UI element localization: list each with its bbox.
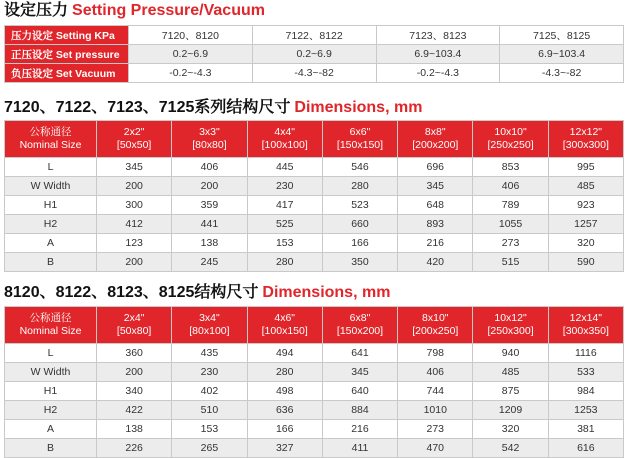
column-header: 10x12" [250x300] [473,307,548,344]
heading-cn: 7120、7122、7123、7125系列结构尺寸 [4,99,291,116]
heading-en: Dimensions, mm [294,99,423,116]
table-cell: 340 [97,382,172,401]
table-cell: 265 [172,439,247,458]
row-label: A [5,234,97,253]
table-cell: 6.9~103.4 [500,45,624,64]
table-cell: 412 [97,215,172,234]
table-cell: 411 [322,439,397,458]
row-label: W Width [5,177,97,196]
heading-en: Dimensions, mm [262,284,391,301]
table-cell: 417 [247,196,322,215]
table-cell: 510 [172,401,247,420]
table-cell: 327 [247,439,322,458]
table-cell: 138 [172,234,247,253]
table-cell: 226 [97,439,172,458]
column-header: 10x10" [250x250] [473,121,548,158]
table-cell: 485 [473,363,548,382]
table-row [5,439,624,458]
table-cell: 660 [322,215,397,234]
table-cell: 273 [473,234,548,253]
row-label: 压力设定 Setting KPa [5,26,129,45]
table-cell: 445 [247,158,322,177]
table-cell: 515 [473,253,548,272]
table-cell: 1055 [473,215,548,234]
table-cell: 320 [548,234,623,253]
table-cell: 230 [172,363,247,382]
table-cell: 984 [548,382,623,401]
row-label: B [5,439,97,458]
table-cell: 498 [247,382,322,401]
column-header: 6x6" [150x150] [322,121,397,158]
column-header: 12x12" [300x300] [548,121,623,158]
table-cell: 153 [172,420,247,439]
table-cell: 7120、8120 [129,26,253,45]
table-cell: 640 [322,382,397,401]
column-header: 2x4" [50x80] [97,307,172,344]
nominal-size-header: 公称通径 Nominal Size [5,307,97,344]
table-row [5,26,624,45]
table-cell: 485 [548,177,623,196]
table-cell: 1209 [473,401,548,420]
table-cell: 420 [398,253,473,272]
table-cell: 875 [473,382,548,401]
row-label: 正压设定 Set pressure [5,45,129,64]
table-cell: 435 [172,344,247,363]
table-cell: 0.2~6.9 [129,45,253,64]
table-cell: 402 [172,382,247,401]
row-label: A [5,420,97,439]
table-cell: 200 [97,177,172,196]
table-cell: 1010 [398,401,473,420]
table-row [5,382,624,401]
table-row [5,215,624,234]
table-row [5,401,624,420]
table-row [5,196,624,215]
row-label: H2 [5,215,97,234]
column-header: 8x10" [200x250] [398,307,473,344]
dimensions-table-7100 [4,120,624,272]
heading-en: Setting Pressure/Vacuum [72,2,265,19]
column-header: 6x8" [150x200] [322,307,397,344]
column-header: 8x8" [200x200] [398,121,473,158]
table-cell: 494 [247,344,322,363]
table-cell: 7125、8125 [500,26,624,45]
row-label: H1 [5,196,97,215]
table-cell: 893 [398,215,473,234]
table-cell: 153 [247,234,322,253]
table-cell: 280 [247,363,322,382]
table-cell: 616 [548,439,623,458]
table-cell: 200 [97,253,172,272]
table-cell: 381 [548,420,623,439]
nominal-size-header: 公称通径 Nominal Size [5,121,97,158]
table-cell: 1257 [548,215,623,234]
table-cell: 406 [473,177,548,196]
column-header: 3x3" [80x80] [172,121,247,158]
dimensions-table-8100 [4,306,624,458]
table-cell: 1253 [548,401,623,420]
dimensions-7100-heading [4,99,422,117]
table-cell: 641 [322,344,397,363]
table-cell: -0.2~-4.3 [376,64,500,83]
table-cell: 7122、8122 [252,26,376,45]
table-cell: 280 [247,253,322,272]
column-header: 2x2" [50x50] [97,121,172,158]
table-cell: 853 [473,158,548,177]
table-cell: 123 [97,234,172,253]
row-label: H2 [5,401,97,420]
table-cell: 216 [398,234,473,253]
table-cell: 350 [322,253,397,272]
table-cell: -4.3~-82 [252,64,376,83]
table-row [5,158,624,177]
table-cell: 345 [97,158,172,177]
table-row [5,363,624,382]
table-cell: 940 [473,344,548,363]
table-cell: 1116 [548,344,623,363]
row-label: H1 [5,382,97,401]
setting-pressure-heading [4,2,265,20]
table-cell: 166 [247,420,322,439]
table-cell: 636 [247,401,322,420]
table-row [5,344,624,363]
row-label: 负压设定 Set Vacuum [5,64,129,83]
table-cell: 345 [322,363,397,382]
dimensions-8100-heading [4,284,390,302]
table-cell: 138 [97,420,172,439]
table-cell: 546 [322,158,397,177]
table-row [5,253,624,272]
heading-cn: 8120、8122、8123、8125结构尺寸 [4,284,259,301]
heading-cn: 设定压力 [4,2,69,19]
table-cell: 648 [398,196,473,215]
table-cell: 216 [322,420,397,439]
table-cell: 590 [548,253,623,272]
column-header: 4x6" [100x150] [247,307,322,344]
table-cell: 542 [473,439,548,458]
table-cell: 230 [247,177,322,196]
column-header: 12x14" [300x350] [548,307,623,344]
table-cell: 6.9~103.4 [376,45,500,64]
table-cell: 744 [398,382,473,401]
table-cell: 406 [172,158,247,177]
column-header: 3x4" [80x100] [172,307,247,344]
table-cell: 923 [548,196,623,215]
table-cell: 360 [97,344,172,363]
table-cell: 995 [548,158,623,177]
table-cell: -0.2~-4.3 [129,64,253,83]
table-row [5,234,624,253]
table-cell: 406 [398,363,473,382]
table-cell: 7123、8123 [376,26,500,45]
table-cell: 300 [97,196,172,215]
table-cell: 523 [322,196,397,215]
table-cell: 533 [548,363,623,382]
table-cell: -4.3~-82 [500,64,624,83]
table-row [5,64,624,83]
table-cell: 166 [322,234,397,253]
table-cell: 884 [322,401,397,420]
table-cell: 200 [97,363,172,382]
table-cell: 245 [172,253,247,272]
row-label: L [5,158,97,177]
table-cell: 273 [398,420,473,439]
table-cell: 441 [172,215,247,234]
table-cell: 525 [247,215,322,234]
row-label: W Width [5,363,97,382]
table-cell: 200 [172,177,247,196]
table-cell: 0.2~6.9 [252,45,376,64]
table-header-row [5,307,624,344]
table-cell: 345 [398,177,473,196]
table-cell: 789 [473,196,548,215]
table-cell: 422 [97,401,172,420]
column-header: 4x4" [100x100] [247,121,322,158]
table-header-row [5,121,624,158]
table-row [5,177,624,196]
row-label: L [5,344,97,363]
pressure-table [4,25,624,83]
table-cell: 798 [398,344,473,363]
table-cell: 696 [398,158,473,177]
table-cell: 320 [473,420,548,439]
row-label: B [5,253,97,272]
table-cell: 470 [398,439,473,458]
table-row [5,420,624,439]
table-row [5,45,624,64]
table-cell: 359 [172,196,247,215]
table-cell: 280 [322,177,397,196]
